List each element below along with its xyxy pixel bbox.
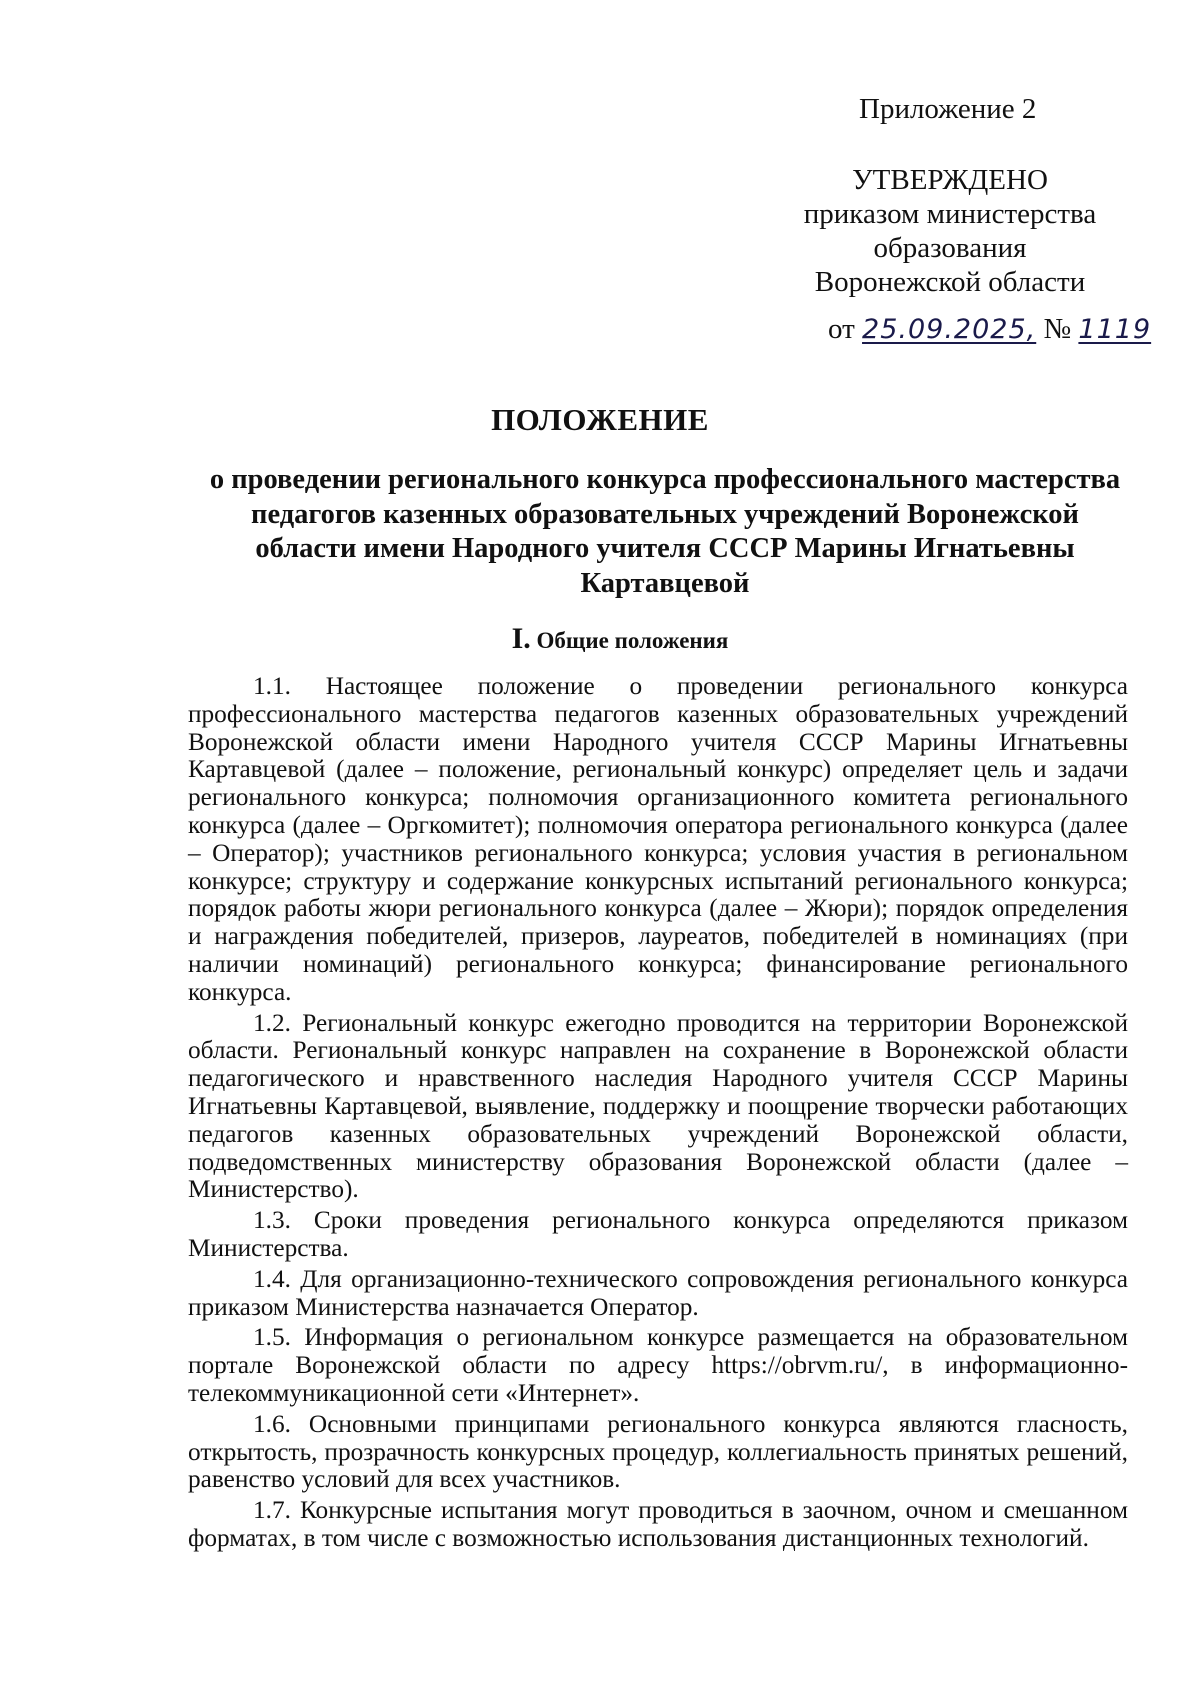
appendix-label: Приложение 2 [859, 93, 1037, 125]
order-of-label: приказом министерства [803, 198, 1097, 230]
paragraph-1-6: 1.6. Основными принципами регионального конкурса являются гласность, открытость, прозрачность конкурсных процедур, коллегиальность принятых решений, равенство условий для всех участников. [188, 1409, 1128, 1494]
paragraph-1-3: 1.3. Сроки проведения регионального конкурса определяются приказом Министерства. [188, 1206, 1128, 1262]
document-subtitle [190, 463, 1140, 601]
handwritten-number: 1119 [1078, 314, 1152, 345]
subtitle-line: о проведении регионального конкурса профессионального мастерства [209, 464, 1121, 495]
handwritten-date: 25.09.2025, [862, 314, 1037, 345]
paragraph-1-1: 1.1. Настоящее положение о проведении регионального конкурса профессионального мастерства педагогов казенных образовательных учреждений Воронежской области имени Народного учителя СССР Марины Игнатьевны Картавцевой (далее – положение, региональный конкурс) определяет цель и задачи регионального конкурса; полномочия организационного комитета регионального конкурса (далее – Оргкомитет); полномочия оператора регионального конкурса (далее – Оператор); участников регионального конкурса; условия участия в региональном конкурсе; структуру и содержание конкурсных испытаний регионального конкурса; порядок работы жюри регионального конкурса (далее – Жюри); порядок определения и награждения победителей, призеров, лауреатов, победителей в номинациях (при наличии номинаций) регионального конкурса; финансирование регионального конкурса. [188, 672, 1128, 1006]
order-date-line [828, 313, 1151, 346]
paragraph-1-4: 1.4. Для организационно-технического сопровождения регионального конкурса приказом Министерства назначается Оператор. [188, 1264, 1128, 1321]
section-title: Общие положения [536, 628, 729, 653]
document-body [188, 673, 1128, 1553]
paragraph-1-7: 1.7. Конкурсные испытания могут проводиться в заочном, очном и смешанном форматах, в том числе с возможностью использования дистанционных технологий. [188, 1496, 1128, 1552]
paragraph-1-5: 1.5. Информация о региональном конкурсе размещается на образовательном портале Воронежской области по адресу https://obrvm.ru/, в информационно-телекоммуникационной сети «Интернет». [188, 1323, 1128, 1407]
number-sign: № [1043, 313, 1072, 345]
subtitle-line: педагогов казенных образовательных учреждений Воронежской [251, 498, 1079, 530]
subtitle-line: области имени Народного учителя СССР Марины Игнатьевны [255, 533, 1075, 564]
section-number: I. [511, 622, 531, 655]
section-heading [0, 622, 1200, 656]
approved-label: УТВЕРЖДЕНО [852, 164, 1048, 196]
paragraph-1-2: 1.2. Региональный конкурс ежегодно проводится на территории Воронежской области. Региональный конкурс направлен на сохранение в Воронежской области педагогического и нравственного наследия Народного учителя СССР Марины Игнатьевны Картавцевой, выявление, поддержку и поощрение творчески работающих педагогов казенных образовательных учреждений Воронежской области, подведомственных министерству образования Воронежской области (далее – Министерство). [188, 1008, 1128, 1204]
ministry-label: образования [873, 232, 1027, 264]
subtitle-line: Картавцевой [580, 567, 750, 599]
date-prefix: от [828, 313, 855, 345]
region-label: Воронежской области [814, 266, 1086, 298]
approval-block [780, 163, 1120, 299]
document-title: ПОЛОЖЕНИЕ [491, 402, 709, 437]
